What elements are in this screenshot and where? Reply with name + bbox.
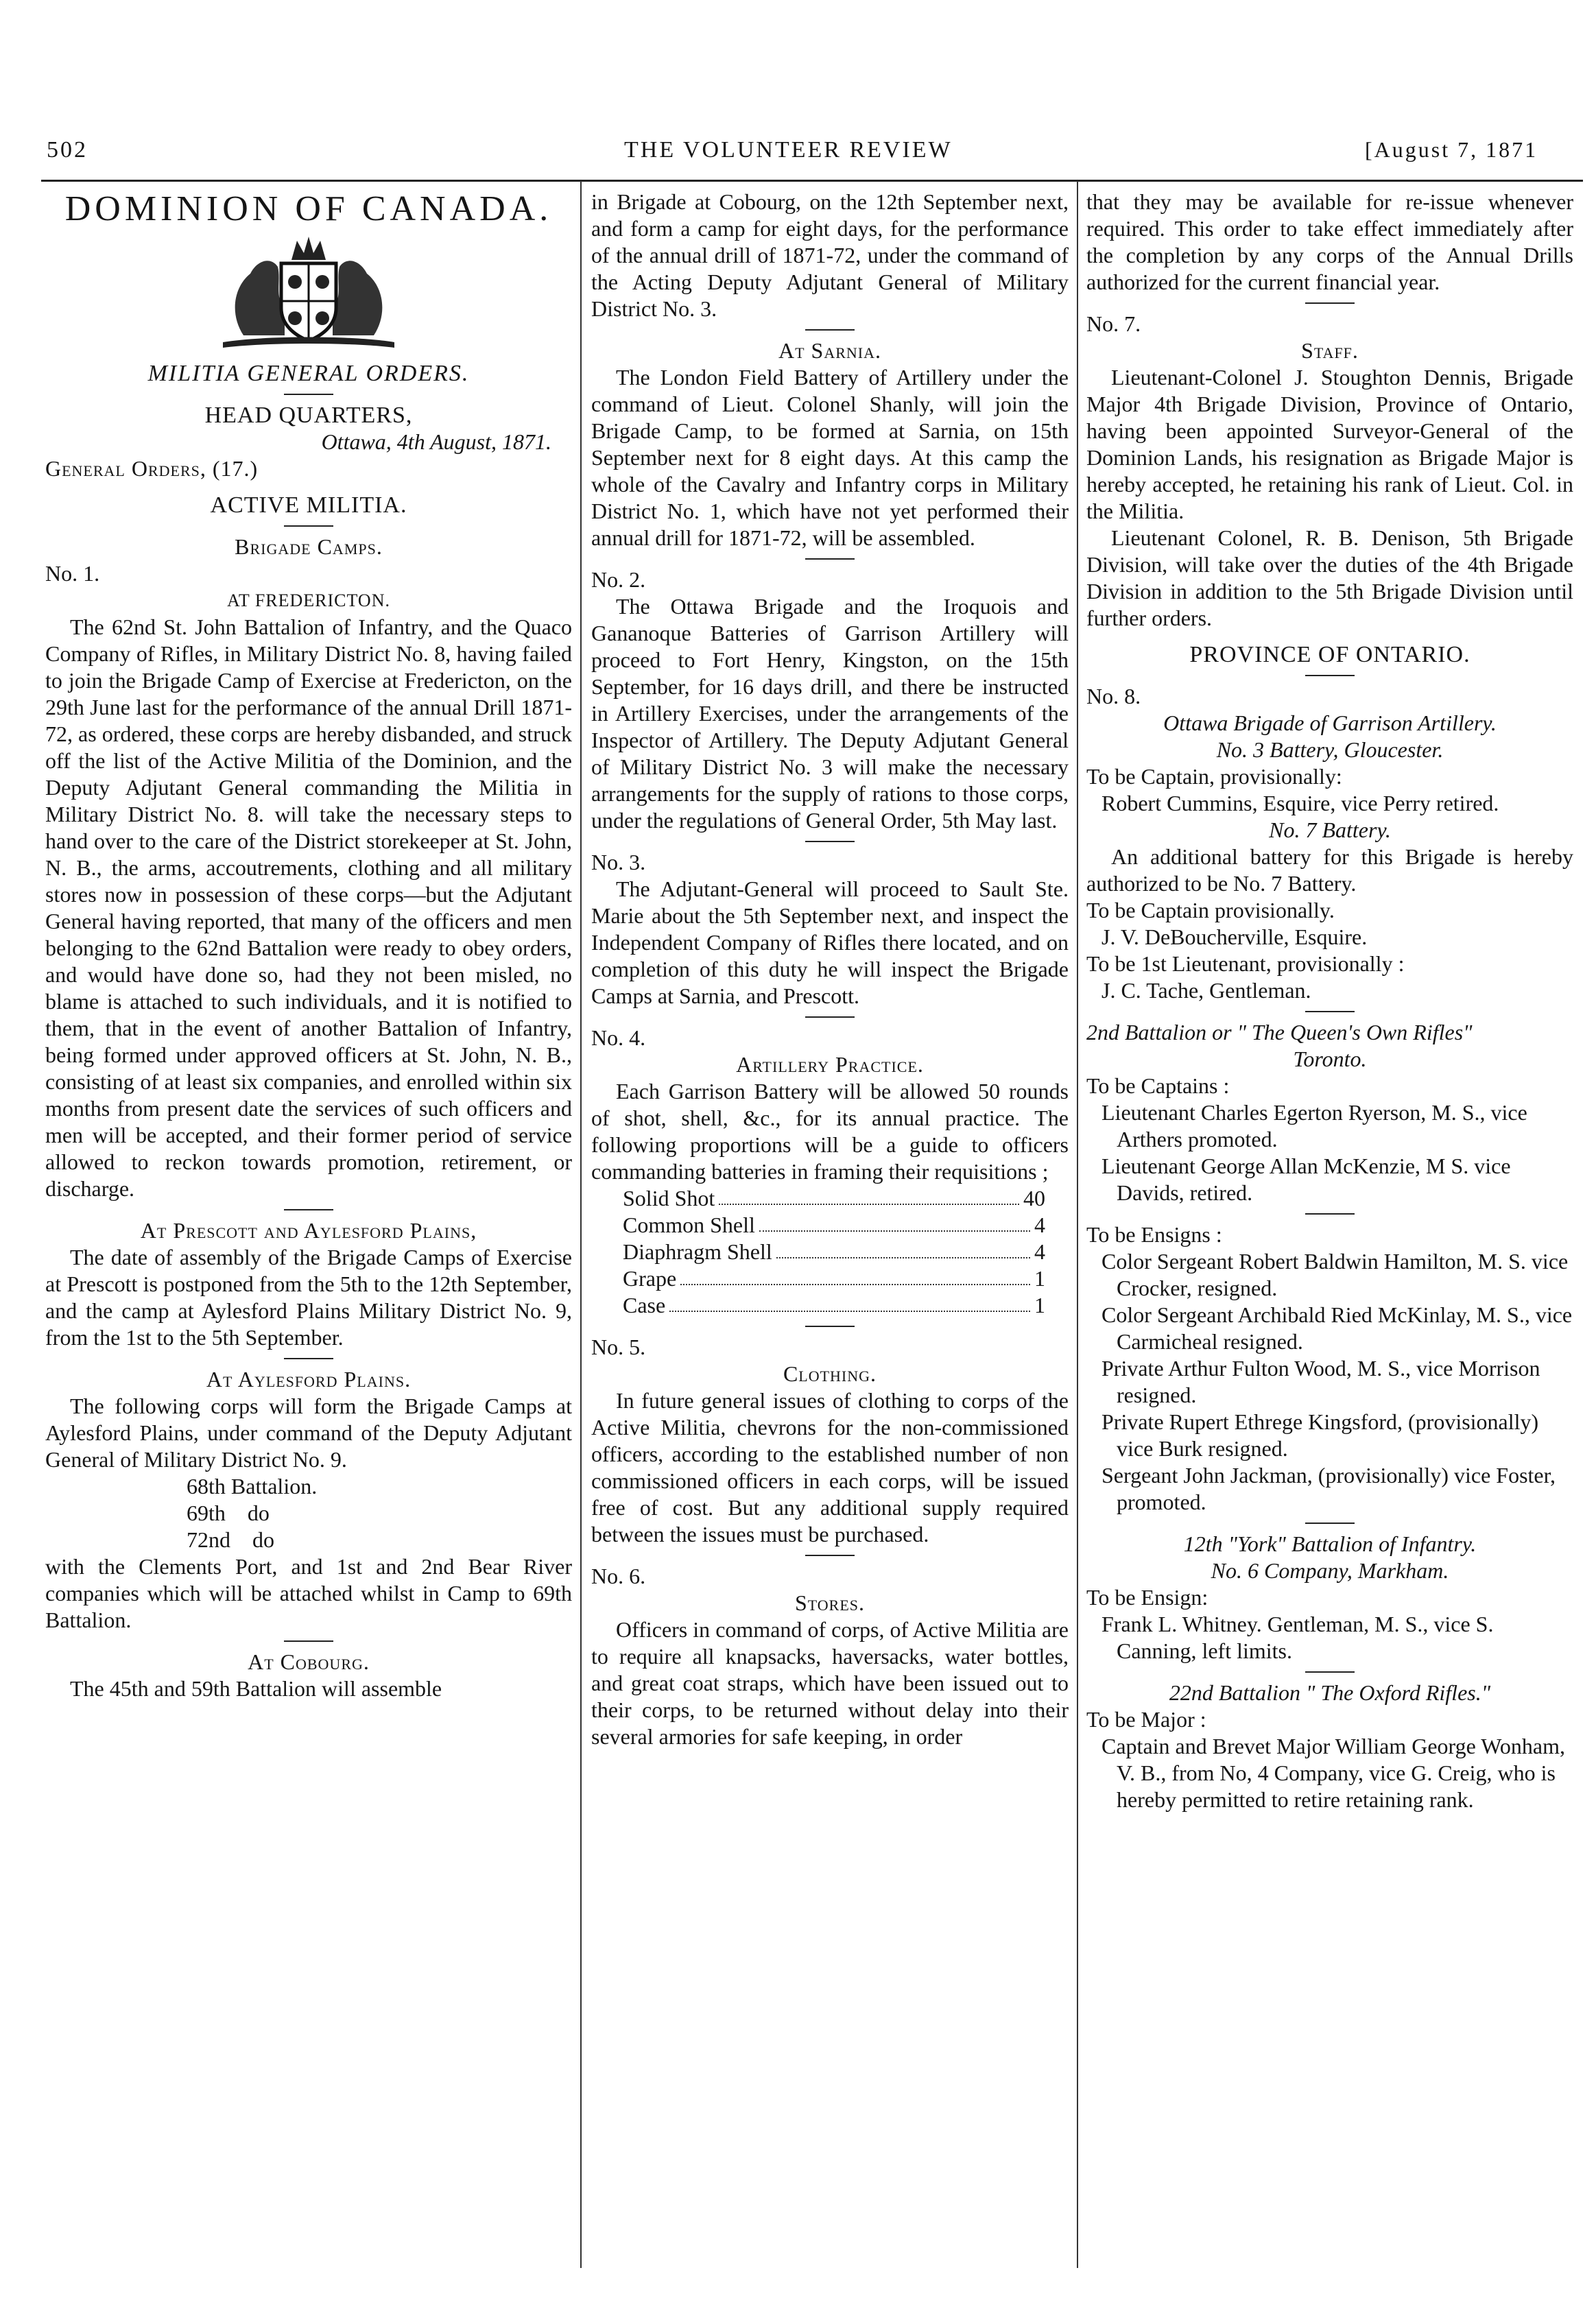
appointment-heading: To be Major : <box>1086 1707 1206 1732</box>
order-number: No. 7. <box>1086 311 1141 336</box>
corps-item: 72nd do <box>187 1527 274 1552</box>
appointment: Lieutenant George Allan McKenzie, M S. vice Davids, retired. <box>1101 1154 1511 1205</box>
issue-date: [August 7, 1871 <box>1365 137 1538 162</box>
appointment: Private Rupert Ethrege Kingsford, (provisionally) vice Burk resigned. <box>1101 1409 1539 1461</box>
rounds-row <box>591 1185 1069 1212</box>
section-heading: PROVINCE OF ONTARIO. <box>1189 642 1470 667</box>
divider <box>1305 1213 1355 1215</box>
subsection-heading: At Prescott and Aylesford Plains, <box>140 1218 477 1243</box>
order-number: No. 2. <box>591 567 646 592</box>
paragraph: In future general issues of clothing to corps of the Active Militia, chevrons for the non-commissioned officers, according to the established number of non commissioned officers in each corps, will be issued free of cost. But any additional supply required between the issues must be purchased. <box>591 1388 1069 1547</box>
appointment: Color Sergeant Robert Baldwin Hamilton, M. S. vice Crocker, resigned. <box>1101 1249 1569 1300</box>
paragraph: Lieutenant-Colonel J. Stoughton Dennis, Brigade Major 4th Brigade Division, Province of Ontario, having been appointed Surveyor-General of the Dominion Lands, his resignation as Brigade Major is hereby accepted, he retaining his rank of Lieut. Col. in the Militia. <box>1086 365 1573 523</box>
divider <box>805 841 855 842</box>
paragraph: An additional battery for this Brigade is hereby authorized to be No. 7 Battery. <box>1086 844 1573 896</box>
appointment-heading: To be Captain provisionally. <box>1086 898 1335 922</box>
order-number: No. 6. <box>591 1564 646 1588</box>
rounds-label: Solid Shot <box>623 1186 715 1210</box>
order-number: No. 1. <box>45 561 100 586</box>
unit-heading: 2nd Battalion or " The Queen's Own Rifles" <box>1086 1020 1473 1044</box>
column-rule <box>580 181 582 2268</box>
order-number: No. 3. <box>591 850 646 874</box>
divider <box>1305 1011 1355 1012</box>
page-number: 502 <box>47 137 88 163</box>
rounds-row <box>591 1239 1069 1265</box>
column-2 <box>591 189 1069 1750</box>
paragraph: The date of assembly of the Brigade Camps of Exercise at Prescott is postponed from the 5th to the 12th September, and the camp at Aylesford Plains Military District No. 9, from the 1st to the 5th September. <box>45 1245 572 1350</box>
header-rule <box>41 180 1583 182</box>
general-orders-number: General Orders, (17.) <box>45 456 259 481</box>
subsection-heading: Brigade Camps. <box>235 534 383 559</box>
divider <box>1305 1523 1355 1524</box>
rounds-value: 4 <box>1034 1213 1045 1237</box>
paragraph: Officers in command of corps, of Active Militia are to require all knapsacks, haversacks, water bottles, and great coat straps, which have been issued out to their corps, to be returned without delay into their several armories for safe keeping, in order <box>591 1617 1069 1749</box>
appointment: J. C. Tache, Gentleman. <box>1101 978 1311 1003</box>
appointment: Captain and Brevet Major William George Wonham, V. B., from No, 4 Company, vice G. Creig, who is hereby permitted to retire retaining rank. <box>1101 1734 1565 1812</box>
rounds-value: 40 <box>1023 1186 1045 1210</box>
rounds-label: Diaphragm Shell <box>623 1239 772 1264</box>
corps-item: 68th Battalion. <box>187 1474 318 1499</box>
rounds-label: Case <box>623 1293 666 1317</box>
corps-item: 69th do <box>187 1501 270 1525</box>
divider <box>805 1016 855 1018</box>
divider <box>284 525 333 527</box>
divider <box>805 329 855 331</box>
appointment: J. V. DeBoucherville, Esquire. <box>1101 924 1368 949</box>
unit-heading: 22nd Battalion " The Oxford Rifles." <box>1169 1680 1491 1705</box>
subsection-heading: Staff. <box>1301 338 1359 363</box>
divider <box>805 558 855 560</box>
paragraph: Lieutenant Colonel, R. B. Denison, 5th Brigade Division, will take over the duties of the 4th Brigade Division in addition to the 5th Brigade Division until further orders. <box>1086 525 1573 630</box>
divider <box>284 1358 333 1359</box>
unit-heading: No. 3 Battery, Gloucester. <box>1216 737 1444 762</box>
divider <box>805 1326 855 1327</box>
rounds-row <box>591 1265 1069 1292</box>
unit-heading: No. 6 Company, Markham. <box>1211 1558 1449 1583</box>
column-rule <box>1077 181 1078 2268</box>
royal-coat-of-arms-icon <box>195 232 422 350</box>
appointment: Private Arthur Fulton Wood, M. S., vice Morrison resigned. <box>1101 1356 1540 1407</box>
appointment: Lieutenant Charles Egerton Ryerson, M. S., vice Arthers promoted. <box>1101 1100 1527 1151</box>
paragraph: The Adjutant-General will proceed to Sault Ste. Marie about the 5th September next, and inspect the Independent Company of Rifles there located, and on completion of this duty he will inspect the Brigade Camps at Sarnia, and Prescott. <box>591 876 1069 1008</box>
appointment: Sergeant John Jackman, (provisionally) vice Foster, promoted. <box>1101 1463 1556 1514</box>
newspaper-title: THE VOLUNTEER REVIEW <box>624 137 953 163</box>
rounds-label: Grape <box>623 1266 677 1291</box>
paragraph: The London Field Battery of Artillery under the command of Lieut. Colonel Shanly, will join the Brigade Camp, to be formed at Sarnia, on 15th September next for 8 eight days. At this camp the whole of the Cavalry and Infantry corps in Military District No. 1, which have not yet performed their annual drill for 1871-72, will be assembled. <box>591 365 1069 550</box>
subsection-heading: Clothing. <box>783 1361 877 1386</box>
order-number: No. 8. <box>1086 684 1141 708</box>
rounds-value: 4 <box>1034 1239 1045 1264</box>
masthead: DOMINION OF CANADA. <box>64 189 553 228</box>
divider <box>1305 1671 1355 1673</box>
paragraph: The 45th and 59th Battalion will assemble <box>70 1676 442 1701</box>
appointment: Color Sergeant Archibald Ried McKinlay, M. S., vice Carmicheal resigned. <box>1101 1302 1573 1354</box>
orders-title: MILITIA GENERAL ORDERS. <box>147 361 470 386</box>
rounds-value: 1 <box>1034 1266 1045 1291</box>
section-heading: ACTIVE MILITIA. <box>210 492 407 518</box>
rounds-label: Common Shell <box>623 1213 755 1237</box>
appointment-heading: To be Captains : <box>1086 1073 1230 1098</box>
rounds-value: 1 <box>1034 1293 1045 1317</box>
dateline: Ottawa, 4th August, 1871. <box>321 429 551 454</box>
head-quarters: HEAD QUARTERS, <box>204 403 413 428</box>
column-1 <box>45 189 572 1702</box>
subsection-heading: Stores. <box>794 1590 866 1615</box>
paragraph: Each Garrison Battery will be allowed 50 rounds of shot, shell, &c., for its annual practice. The following proportions will be a guide to officers commanding batteries in framing their requisitions ; <box>591 1079 1069 1184</box>
divider <box>805 1555 855 1556</box>
subsection-heading: At Sarnia. <box>778 338 881 363</box>
appointment-heading: To be 1st Lieutenant, provisionally : <box>1086 951 1405 976</box>
paragraph: The Ottawa Brigade and the Iroquois and Gananoque Batteries of Garrison Artillery will proceed to Fort Henry, Kingston, on the 15th September, for 16 days drill, and there be instructed in Artillery Exercises, under the arrangements of the Inspector of Artillery. The Deputy Adjutant General of Military District No. 3 will make the necessary arrangements for the supply of rations to those corps, under the regulations of General Order, 5th May last. <box>591 594 1069 833</box>
order-number: No. 4. <box>591 1025 646 1050</box>
column-3 <box>1086 189 1573 1813</box>
paragraph: with the Clements Port, and 1st and 2nd Bear River companies which will be attached whilst in Camp to 69th Battalion. <box>45 1554 572 1632</box>
subsection-heading: AT FREDERICTON. <box>227 590 390 610</box>
divider <box>284 1209 333 1210</box>
appointment-heading: To be Ensigns : <box>1086 1222 1222 1247</box>
appointment: Robert Cummins, Esquire, vice Perry retired. <box>1101 791 1499 815</box>
subsection-heading: At Aylesford Plains. <box>206 1367 412 1392</box>
paragraph: that they may be available for re-issue whenever required. This order to take effect immediately after the completion by any corps of the Annual Drills authorized for the current financial year. <box>1086 189 1573 294</box>
appointment: Frank L. Whitney. Gentleman, M. S., vice S. Canning, left limits. <box>1101 1612 1494 1663</box>
unit-heading: Ottawa Brigade of Garrison Artillery. <box>1163 711 1497 735</box>
subsection-heading: At Cobourg. <box>248 1649 370 1674</box>
paragraph: The following corps will form the Brigade Camps at Aylesford Plains, under command of the Deputy Adjutant General of Military District No. 9. <box>45 1394 572 1472</box>
paragraph: The 62nd St. John Battalion of Infantry, and the Quaco Company of Rifles, in Military District No. 8, having failed to join the Brigade Camp of Exercise at Fredericton, on the 29th June last for the performance of the annual Drill 1871-72, as ordered, these corps are hereby disbanded, and struck off the list of the Active Militia of the Dominion, and the Deputy Adjutant General commanding the Militia in Military District No. 8. will take the necessary steps to hand over to the care of the District storekeeper at St. John, N. B., the arms, accoutrements, clothing and all military stores now in possession of these corps—but the Adjutant General having reported, that many of the officers and men belonging to the 62nd Battalion were ready to obey orders, and would have done so, had they not been misled, no blame is attached to such individuals, and it is notified to them, that in the event of another Battalion of Infantry, being formed under approved officers at St. John, N. B., consisting of at least six companies, and enrolled within six months from present date the services of such officers and men will be accepted, and their former period of service allowed to reckon towards promotion, retirement, or discharge. <box>45 614 572 1201</box>
subsection-heading: Artillery Practice. <box>736 1052 924 1077</box>
unit-heading: Toronto. <box>1293 1047 1367 1071</box>
order-number: No. 5. <box>591 1335 646 1359</box>
divider <box>284 394 333 395</box>
appointment-heading: To be Ensign: <box>1086 1585 1208 1610</box>
rounds-row <box>591 1292 1069 1319</box>
appointment-heading: To be Captain, provisionally: <box>1086 764 1342 789</box>
divider <box>284 1640 333 1642</box>
unit-heading: 12th "York" Battalion of Infantry. <box>1183 1531 1477 1556</box>
divider <box>1305 302 1355 304</box>
rounds-row <box>591 1212 1069 1239</box>
unit-heading: No. 7 Battery. <box>1269 817 1391 842</box>
paragraph: in Brigade at Cobourg, on the 12th September next, and form a camp for eight days, for the performance of the annual drill of 1871-72, under the command of the Acting Deputy Adjutant General of Military District No. 3. <box>591 189 1069 321</box>
divider <box>1305 675 1355 676</box>
